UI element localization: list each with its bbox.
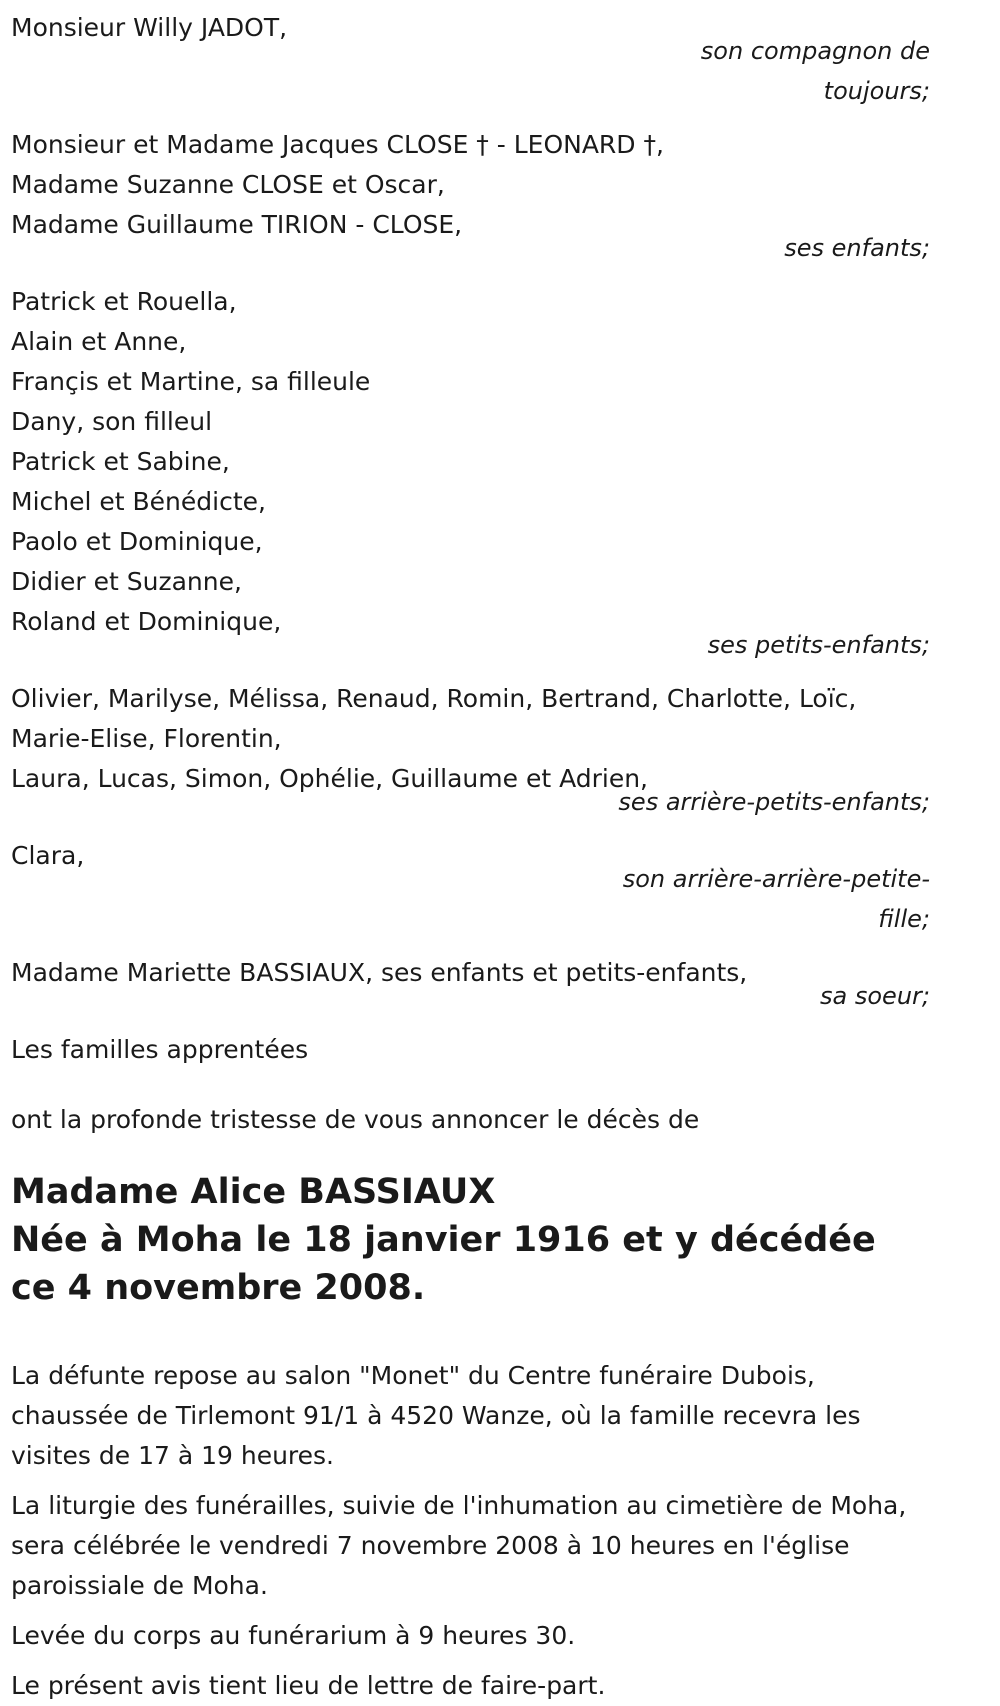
related-families: Les familles apprentées bbox=[11, 1035, 309, 1064]
details-paragraph: La liturgie des funérailles, suivie de l'inhumation au cimetière de Moha, sera célébrée le vendredi 7 novembre 2008 à 10 heures en l'église paroissiale de Moha. bbox=[11, 1491, 907, 1600]
family-line: Clara, bbox=[11, 841, 85, 870]
relationship-label: son compagnon de toujours; bbox=[700, 37, 930, 105]
deceased-dates: Née à Moha le 18 janvier 1916 et y décédée ce 4 novembre 2008. bbox=[11, 1220, 876, 1308]
family-line: Madame Guillaume TIRION - CLOSE, bbox=[11, 210, 463, 239]
family-line: Monsieur Willy JADOT, bbox=[11, 13, 288, 42]
family-line: Dany, son filleul bbox=[11, 407, 213, 436]
relationship-label: ses petits-enfants; bbox=[707, 631, 930, 659]
family-line: Madame Mariette BASSIAUX, ses enfants et petits-enfants, bbox=[11, 958, 748, 987]
family-group-grandchildren bbox=[11, 282, 930, 665]
family-line: Roland et Dominique, bbox=[11, 607, 282, 636]
relationship-label: ses arrière-petits-enfants; bbox=[618, 788, 930, 816]
family-group-sister bbox=[11, 953, 930, 1016]
deceased-name: Madame Alice BASSIAUX bbox=[11, 1172, 496, 1212]
family-group-children bbox=[11, 125, 930, 268]
family-line: Paolo et Dominique, bbox=[11, 527, 263, 556]
family-line: Didier et Suzanne, bbox=[11, 567, 242, 596]
details-paragraph: Le présent avis tient lieu de lettre de faire-part. bbox=[11, 1671, 606, 1700]
family-line: Monsieur et Madame Jacques CLOSE † - LEONARD †, bbox=[11, 130, 664, 159]
family-line: Françis et Martine, sa filleule bbox=[11, 367, 371, 396]
relationship-label: sa soeur; bbox=[820, 982, 930, 1010]
family-line: Patrick et Rouella, bbox=[11, 287, 237, 316]
family-group-great-great-granddaughter bbox=[11, 836, 930, 939]
family-group-great-grandchildren bbox=[11, 679, 930, 822]
details-paragraph: Levée du corps au funérarium à 9 heures 30. bbox=[11, 1621, 576, 1650]
family-line: Olivier, Marilyse, Mélissa, Renaud, Romin, Bertrand, Charlotte, Loïc, Marie-Elise, Florentin, bbox=[11, 684, 857, 753]
relationship-label: ses enfants; bbox=[784, 234, 930, 262]
funeral-details bbox=[11, 1356, 930, 1706]
deceased-block bbox=[11, 1168, 930, 1312]
announcement-text: ont la profonde tristesse de vous annoncer le décès de bbox=[11, 1105, 700, 1134]
family-group-companion bbox=[11, 8, 930, 111]
family-line: Laura, Lucas, Simon, Ophélie, Guillaume et Adrien, bbox=[11, 764, 648, 793]
family-line: Alain et Anne, bbox=[11, 327, 187, 356]
family-line: Patrick et Sabine, bbox=[11, 447, 230, 476]
family-line: Michel et Bénédicte, bbox=[11, 487, 266, 516]
details-paragraph: La défunte repose au salon "Monet" du Centre funéraire Dubois, chaussée de Tirlemont 91/1 à 4520 Wanze, où la famille recevra les visites de 17 à 19 heures. bbox=[11, 1361, 861, 1470]
family-line: Madame Suzanne CLOSE et Oscar, bbox=[11, 170, 445, 199]
relationship-label: son arrière-arrière-petite-fille; bbox=[622, 865, 930, 933]
